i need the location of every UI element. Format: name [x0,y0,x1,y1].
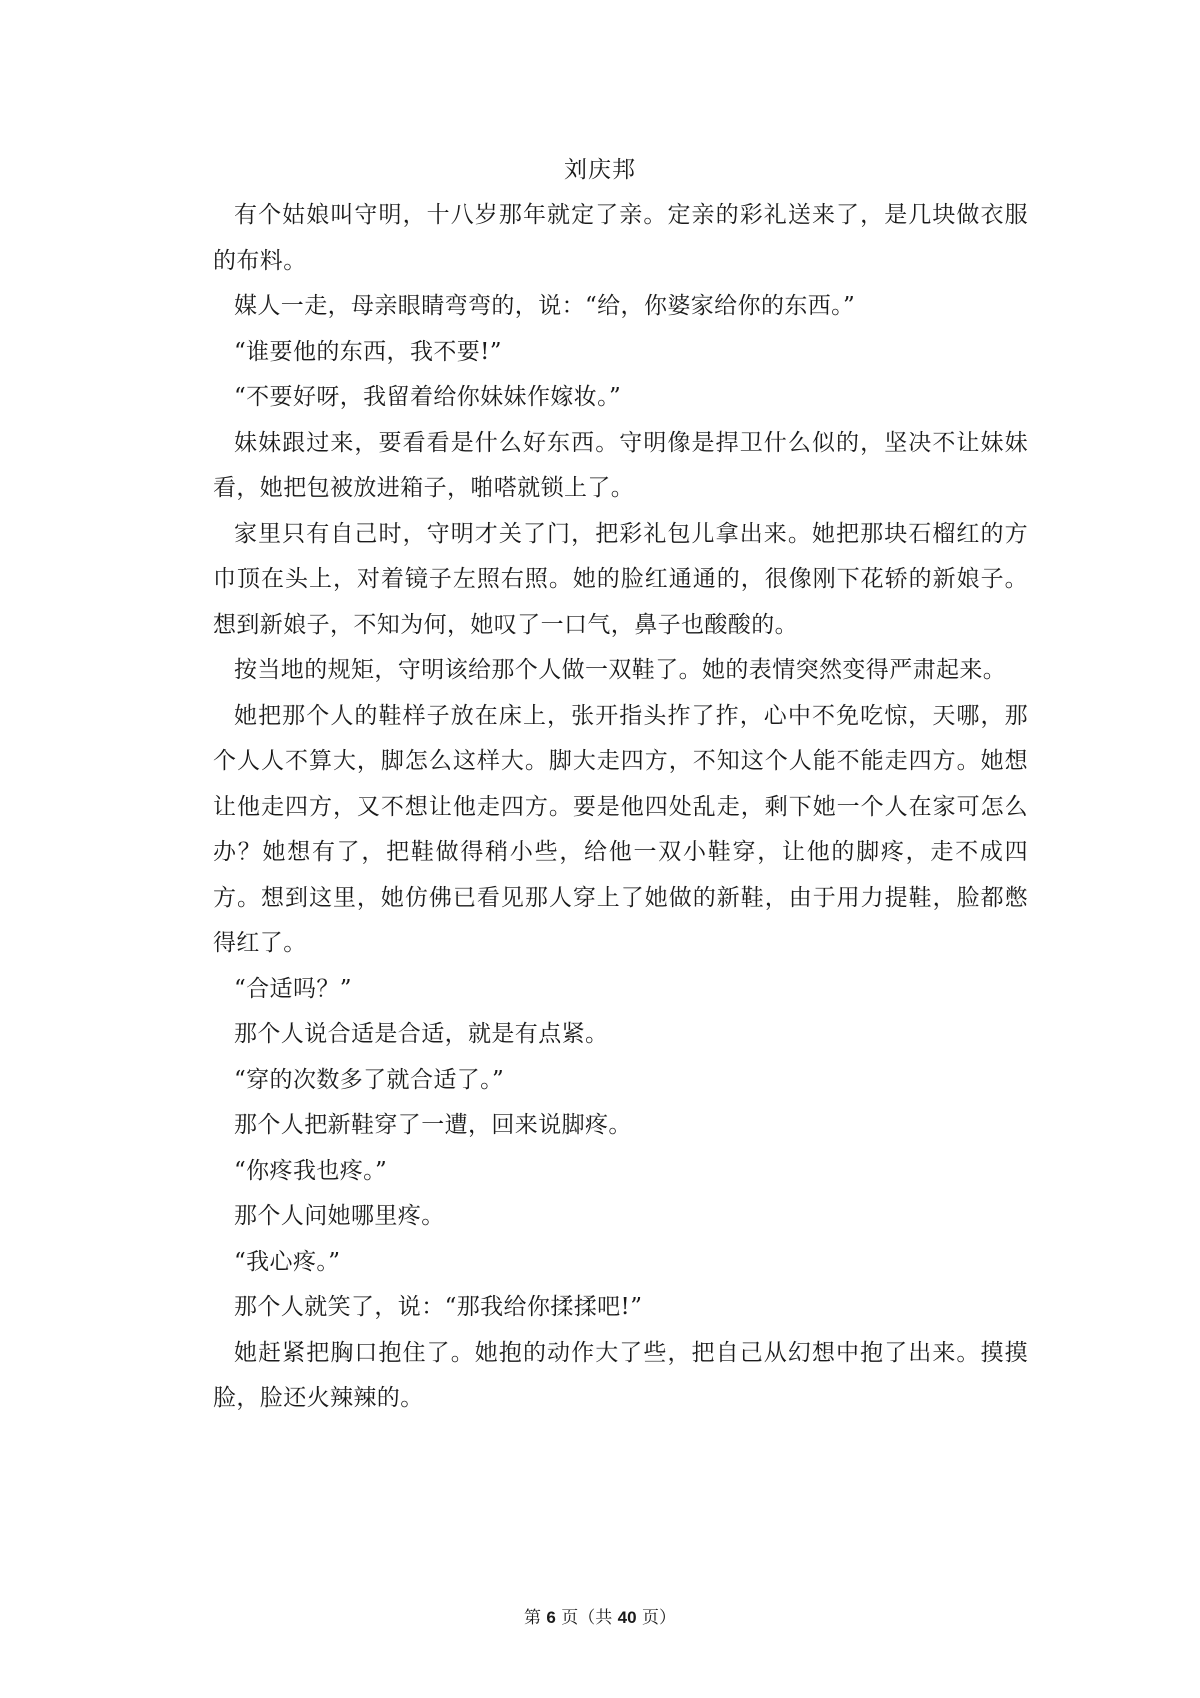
paragraph: “合适吗？” [234,975,352,1002]
author-name: 刘庆邦 [564,157,636,183]
paragraph: 妹妹跟过来，要看看是什么好东西。守明像是捍卫什么似的，坚决不让妹妹看，她把包被放进箱子，啪嗒就锁上了。 [213,429,1028,501]
footer-middle: 页（共 [561,1608,613,1628]
paragraph: 那个人问她哪里疼。 [234,1203,445,1229]
paragraph: 那个人说合适是合适，就是有点紧。 [234,1021,609,1047]
footer-suffix: 页） [642,1608,676,1628]
paragraph: 她赶紧把胸口抱住了。她抱的动作大了些，把自己从幻想中抱了出来。摸摸脸，脸还火辣辣的。 [213,1339,1028,1411]
paragraph: 那个人就笑了，说：“那我给你揉揉吧!” [234,1294,643,1320]
paragraph: “不要好呀，我留着给你妹妹作嫁妆。” [234,384,622,410]
paragraph: 家里只有自己时，守明才关了门，把彩礼包儿拿出来。她把那块石榴红的方巾顶在头上，对着镜子左照右照。她的脸红通通的，很像刚下花轿的新娘子。想到新娘子，不知为何，她叹了一口气，鼻子也酸酸的。 [213,520,1028,638]
footer-prefix: 第 [523,1608,541,1628]
paragraph: “你疼我也疼。” [234,1157,388,1184]
paragraph: 有个姑娘叫守明，十八岁那年就定了亲。定亲的彩礼送来了，是几块做衣服的布料。 [213,202,1028,274]
page-footer [0,1606,1200,1630]
paragraph: 媒人一走，母亲眼睛弯弯的，说：“给，你婆家给你的东西。” [234,293,856,319]
paragraph: “穿的次数多了就合适了。” [234,1066,505,1093]
paragraph: 那个人把新鞋穿了一遭，回来说脚疼。 [234,1112,632,1138]
story-body [213,193,1028,1422]
current-page-number: 6 [546,1608,556,1627]
paragraph: “谁要他的东西，我不要!” [234,338,502,365]
paragraph: 她把那个人的鞋样子放在床上，张开指头拃了拃，心中不免吃惊，天哪，那个人人不算大，脚怎么这样大。脚大走四方，不知这个人能不能走四方。她想让他走四方，又不想让他走四方。要是他四处乱走，剩下她一个人在家可怎么办？她想有了，把鞋做得稍小些，给他一双小鞋穿，让他的脚疼，走不成四方。想到这里，她仿佛已看见那人穿上了她做的新鞋，由于用力提鞋，脸都憋得红了。 [213,702,1028,956]
paragraph: 按当地的规矩，守明该给那个人做一双鞋了。她的表情突然变得严肃起来。 [234,657,1007,683]
total-page-count: 40 [617,1608,637,1627]
paragraph: “我心疼。” [234,1248,341,1275]
